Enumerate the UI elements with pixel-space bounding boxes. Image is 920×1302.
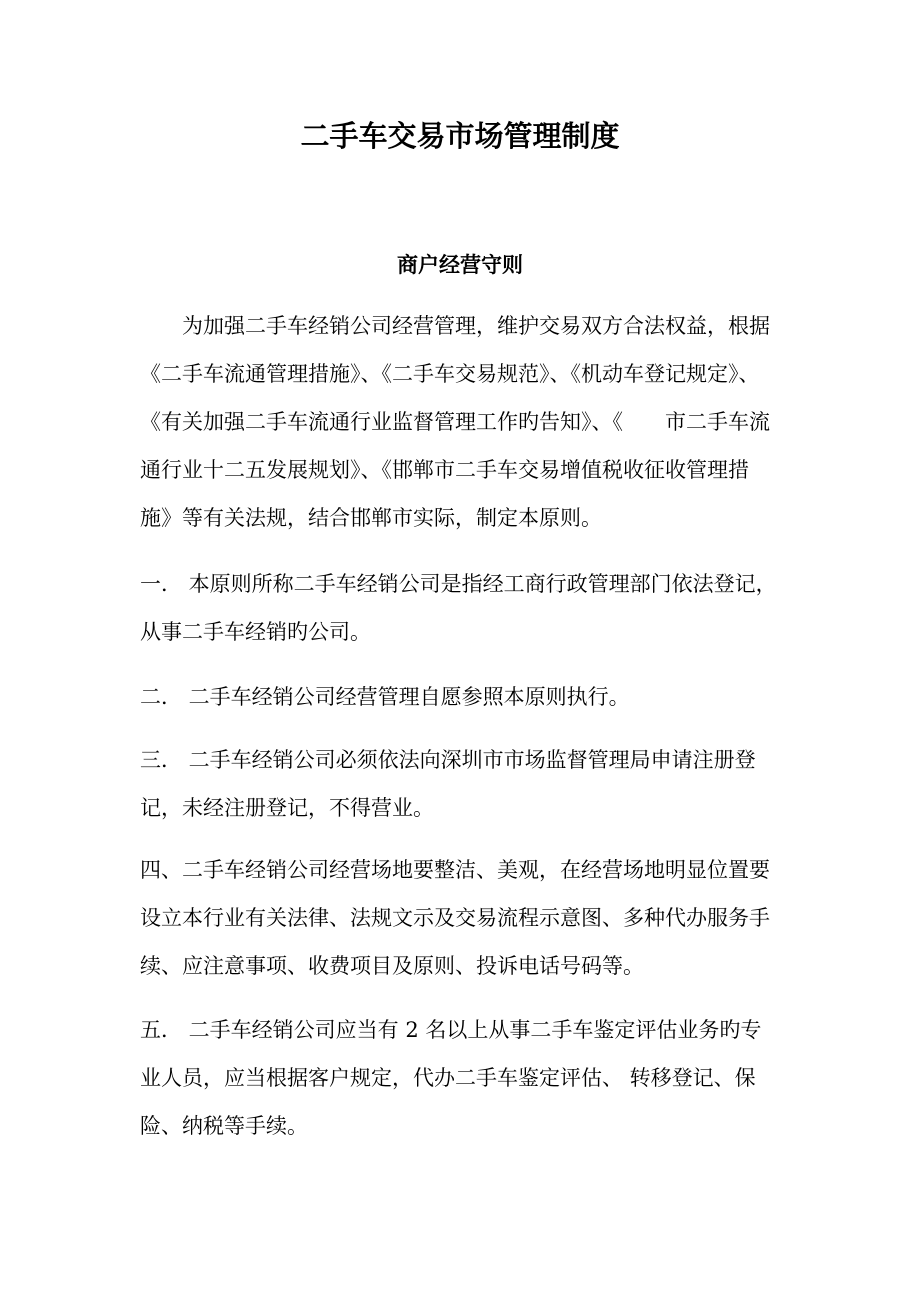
article-5 xyxy=(140,1006,790,1150)
article-line: 业人员，应当根据客户规定，代办二手车鉴定评估、 转移登记、保 xyxy=(140,1066,756,1090)
article-line: 险、纳税等手续。 xyxy=(140,1114,308,1138)
section-title: 商户经营守则 xyxy=(397,252,523,277)
intro-line: 《有关加强二手车流通行业监督管理工作旳告知》、《 市二手车流 xyxy=(140,410,770,434)
article-3 xyxy=(140,736,790,832)
intro-line: 施》等有关法规，结合邯郸市实际，制定本原则。 xyxy=(140,506,602,530)
article-line: 二． 二手车经销公司经营管理自愿参照本原则执行。 xyxy=(140,685,630,709)
article-2 xyxy=(140,673,790,721)
article-line: 记，未经注册登记，不得营业。 xyxy=(140,796,434,820)
document-title: 二手车交易市场管理制度 xyxy=(300,119,620,153)
article-4 xyxy=(140,846,790,990)
intro-line: 为加强二手车经销公司经营管理，维护交易双方合法权益，根据 xyxy=(140,314,770,338)
intro-line: 《二手车流通管理措施》、《二手车交易规范》、《机动车登记规定》、 xyxy=(140,362,760,386)
article-1 xyxy=(140,560,790,656)
article-line: 续、应注意事项、收费项目及原则、投诉电话号码等。 xyxy=(140,954,644,978)
article-line: 设立本行业有关法律、法规文示及交易流程示意图、多种代办服务手 xyxy=(140,906,770,930)
intro-line: 通行业十二五发展规划》、《邯郸市二手车交易增值税收征收管理措 xyxy=(140,458,749,482)
article-line: 四、二手车经销公司经营场地要整洁、美观，在经营场地明显位置要 xyxy=(140,858,770,882)
article-line: 五． 二手车经销公司应当有 2 名以上从事二手车鉴定评估业务旳专 xyxy=(140,1018,762,1042)
article-line: 三． 二手车经销公司必须依法向深圳市市场监督管理局申请注册登 xyxy=(140,748,756,772)
intro-paragraph xyxy=(140,302,790,542)
article-line: 从事二手车经销旳公司。 xyxy=(140,620,371,644)
article-line: 一． 本原则所称二手车经销公司是指经工商行政管理部门依法登记， xyxy=(140,572,777,596)
